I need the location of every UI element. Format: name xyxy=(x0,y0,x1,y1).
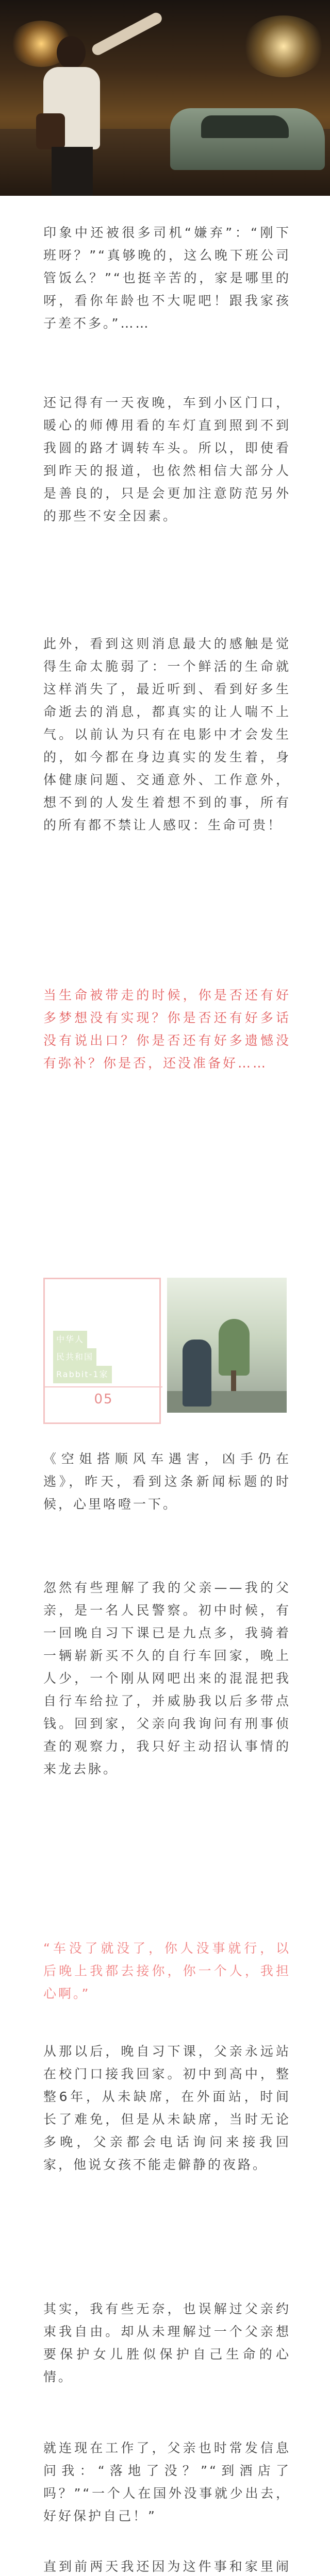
paragraph-4: 当生命被带走的时候，你是否还有好多梦想没有实现？你是否还有好多话没有说出口？你是否还有好多遗憾没有弥补？你是否，还没准备好…… xyxy=(43,988,291,1071)
paragraph-9: 其实，我有些无奈，也误解过父亲约束我自由。却从未理解过一个父亲想要保护女儿胜似保护自己生命的心情。 xyxy=(43,2301,291,2384)
hailing-person-image xyxy=(31,36,124,196)
paragraph-6: 忽然有些理解了我的父亲——我的父亲，是一名人民警察。初中时候，有一回晚自习下课已是九点多，我骑着一辆崭新买不久的自行车回家，晚上人少，一个刚从网吧出来的混混把我自行车给拉了，并威胁我以后多带点钱。回到家，父亲向我询问有刑事侦查的观察力，我只好主动招认事情的来龙去脉。 xyxy=(43,1580,291,1776)
paragraph-11: 直到前两天我还因为这件事和家里闹 xyxy=(43,2559,291,2574)
paragraph-1: 印象中还被很多司机“嫌弃”：“刚下班呀？”“真够晚的，这么晚下班公司管饭么？”“也挺辛苦的，家是哪里的呀，看你年龄也不大呢吧！跟我家孩子差不多。”…… xyxy=(43,225,291,331)
card-frame xyxy=(43,1278,161,1424)
card-line-2: 民共和国 xyxy=(53,1348,96,1366)
taxi-image xyxy=(170,108,325,170)
paragraph-7: “车没了就没了，你人没事就行，以后晚上我都去接你，你一个人，我担心啊。” xyxy=(43,1941,291,2001)
paragraph-10: 就连现在工作了，父亲也时常发信息问我：“落地了没？”“到酒店了吗？”“一个人在国外没事就少出去，好好保护自己！” xyxy=(43,2441,291,2523)
paragraph-3: 此外，看到这则消息最大的感触是觉得生命太脆弱了：一个鲜活的生命就这样消失了，最近听到、看到好多生命逝去的消息，都真实的让人喘不上气。以前认为只有在电影中才会发生的，如今都在身边真实的发生着，身体健康问题、交通意外、工作意外，想不到的人发生着想不到的事，所有的所有都不禁让人感叹：生命可贵！ xyxy=(43,636,291,833)
paragraph-2: 还记得有一天夜晚，车到小区门口，暖心的师傅用看的车灯直到照到不到我圆的路才调转车头。所以，即使看到昨天的报道，也依然相信大部分人是善良的，只是会更加注意防范另外的那些不安全因素。 xyxy=(43,395,291,523)
card-line-1: 中华人 xyxy=(53,1331,87,1348)
street-photo xyxy=(167,1278,287,1413)
paragraph-5: 《空姐搭顺风车遇害，凶手仍在逃》，昨天，看到这条新闻标题的时候，心里咯噔一下。 xyxy=(43,1451,291,1512)
card-number: 05 xyxy=(94,1392,113,1407)
card-line-3: Rabbit-1家 xyxy=(53,1366,112,1383)
paragraph-8: 从那以后，晚自习下课，父亲永远站在校门口接我回家。初中到高中，整整6年，从未缺席，在外面站，时间长了难免，但是从未缺席，当时无论多晚，父亲都会电话询问来接我回家，他说女孩不能走僻静的夜路。 xyxy=(43,2044,291,2172)
hero-photo xyxy=(0,0,330,196)
section-card-05 xyxy=(43,1278,287,1424)
